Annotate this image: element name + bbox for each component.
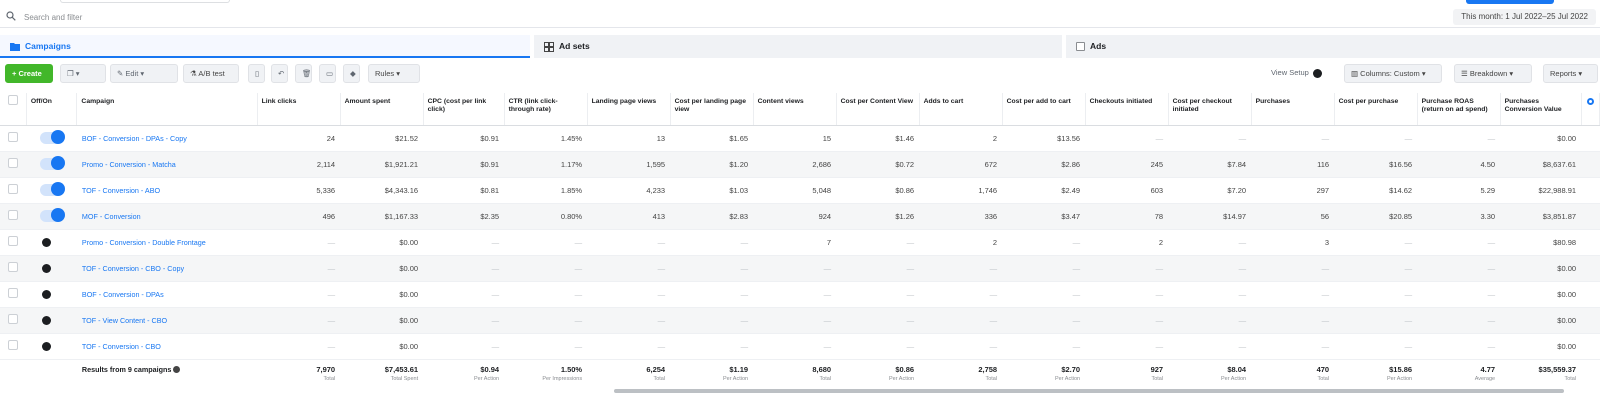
toggle-knob <box>51 208 65 222</box>
summary-value: 1.50% <box>560 364 583 374</box>
preview-icon[interactable]: ▭ <box>319 64 336 83</box>
cell-cost-cv: $1.46 <box>836 125 919 151</box>
summary-value: 470 <box>1316 364 1330 374</box>
cell-pcv: $22,988.91 <box>1500 177 1581 203</box>
reports-button[interactable]: Reports ▾ <box>1543 64 1598 83</box>
cell-cost-cv: — <box>836 281 919 307</box>
cell-cost-atc: — <box>1002 281 1085 307</box>
summary-value: $0.86 <box>895 364 915 374</box>
cell-cpc: — <box>423 281 504 307</box>
summary-value: $1.19 <box>729 364 749 374</box>
table-row[interactable] <box>0 333 1600 359</box>
cell-amount-spent: $0.00 <box>340 255 423 281</box>
cell-atc: — <box>919 333 1002 359</box>
cell-cost-atc: — <box>1002 333 1085 359</box>
level-tabs <box>0 35 1600 59</box>
summary-value: 6,254 <box>646 364 666 374</box>
campaign-toggle[interactable] <box>40 132 64 144</box>
search-bar[interactable] <box>0 6 1600 28</box>
folder-icon <box>10 42 20 51</box>
cell-cost-atc: $2.86 <box>1002 151 1085 177</box>
cell-lpv: 1,595 <box>587 151 670 177</box>
cell-cost-purchase: — <box>1334 281 1417 307</box>
cell-link-clicks: — <box>257 307 340 333</box>
table-row[interactable] <box>0 307 1600 333</box>
toggle-icon <box>1313 69 1322 78</box>
cell-pcv: $8,637.61 <box>1500 151 1581 177</box>
cell-content-views: — <box>753 255 836 281</box>
summary-value: 2,758 <box>978 364 998 374</box>
cell-lpv: — <box>587 281 670 307</box>
summary-caption: Per Action <box>474 375 500 382</box>
delete-icon[interactable]: ▯ <box>248 64 265 83</box>
toggle-knob <box>51 130 65 144</box>
cell-roas: — <box>1417 281 1500 307</box>
cell-amount-spent: $4,343.16 <box>340 177 423 203</box>
summary-value: $7,453.61 <box>384 364 419 374</box>
row-checkbox[interactable] <box>8 314 18 324</box>
toolbar <box>0 64 1600 86</box>
summary-label: Results from 9 campaigns <box>81 364 172 374</box>
row-checkbox[interactable] <box>8 262 18 272</box>
cell-cost-lpv: $1.20 <box>670 151 753 177</box>
summary-caption: Per Action <box>1221 375 1247 382</box>
cell-atc: — <box>919 255 1002 281</box>
cell-checkout: 245 <box>1085 151 1168 177</box>
cell-roas: — <box>1417 229 1500 255</box>
campaign-name-link[interactable]: BOF - Conversion - DPAs - Copy <box>77 125 257 151</box>
summary-row <box>0 359 1600 389</box>
cell-cost-atc: — <box>1002 307 1085 333</box>
cell-cpc: — <box>423 229 504 255</box>
header-link-clicks[interactable]: Link clicks <box>257 93 340 125</box>
breakdown-icon: ☰ <box>1461 69 1470 78</box>
cell-cost-lpv: $2.83 <box>670 203 753 229</box>
cell-pcv: $0.00 <box>1500 255 1581 281</box>
cell-content-views: 5,048 <box>753 177 836 203</box>
cell-pcv: $0.00 <box>1500 307 1581 333</box>
cell-link-clicks: 2,114 <box>257 151 340 177</box>
cell-amount-spent: $0.00 <box>340 333 423 359</box>
cell-amount-spent: $0.00 <box>340 229 423 255</box>
summary-value: $15.86 <box>1389 364 1413 374</box>
cell-ctr: — <box>504 333 587 359</box>
cell-checkout: 603 <box>1085 177 1168 203</box>
cell-content-views: — <box>753 281 836 307</box>
tab-ad-sets[interactable] <box>534 35 1062 58</box>
cell-purchases: 116 <box>1251 151 1334 177</box>
chevron-down-icon: ▾ <box>1576 69 1583 78</box>
cell-cost-purchase: — <box>1334 333 1417 359</box>
campaign-name-link[interactable]: MOF - Conversion <box>77 203 257 229</box>
header-checkouts-initiated[interactable]: Checkouts initiated <box>1085 93 1168 125</box>
summary-value: $2.70 <box>1061 364 1081 374</box>
cell-content-views: 924 <box>753 203 836 229</box>
cell-pcv: $0.00 <box>1500 125 1581 151</box>
cell-checkout: 2 <box>1085 229 1168 255</box>
campaign-toggle[interactable] <box>40 210 64 222</box>
header-content-views[interactable]: Content views <box>753 93 836 125</box>
chevron-down-icon: ▾ <box>1419 69 1426 78</box>
cell-cost-cv: — <box>836 307 919 333</box>
cell-ctr: — <box>504 307 587 333</box>
table-row[interactable] <box>0 125 1600 151</box>
cell-purchases: 297 <box>1251 177 1334 203</box>
grid-icon <box>544 42 554 52</box>
cell-lpv: — <box>587 307 670 333</box>
select-all-checkbox[interactable] <box>8 95 18 105</box>
toggle-knob <box>42 342 51 351</box>
cell-content-views: 7 <box>753 229 836 255</box>
cell-ctr: 1.85% <box>504 177 587 203</box>
cell-purchases: 56 <box>1251 203 1334 229</box>
campaign-toggle[interactable] <box>40 288 64 300</box>
cell-ctr: — <box>504 229 587 255</box>
cell-cost-checkout: $7.84 <box>1168 151 1251 177</box>
duplicate-icon: ❐ ▾ <box>67 69 80 78</box>
top-strip <box>0 0 1600 4</box>
header-campaign[interactable]: Campaign <box>77 93 257 125</box>
row-checkbox[interactable] <box>8 340 18 350</box>
summary-value: 7,970 <box>316 364 336 374</box>
flask-icon: ⚗ <box>190 69 199 78</box>
undo-icon[interactable]: ↶ <box>271 64 288 83</box>
cell-cpc: $0.91 <box>423 151 504 177</box>
table-row[interactable] <box>0 229 1600 255</box>
cell-cost-checkout: $14.97 <box>1168 203 1251 229</box>
tab-ads[interactable] <box>1066 35 1600 58</box>
cell-checkout: — <box>1085 281 1168 307</box>
toggle-knob <box>42 238 51 247</box>
cell-cost-atc: $3.47 <box>1002 203 1085 229</box>
header-cost-per-checkout[interactable]: Cost per checkout initiated <box>1168 93 1251 125</box>
summary-caption: Per Action <box>1387 375 1413 382</box>
cell-link-clicks: — <box>257 281 340 307</box>
campaign-name-link[interactable]: Promo - Conversion - Matcha <box>77 151 257 177</box>
campaign-toggle[interactable] <box>40 158 64 170</box>
cell-cost-purchase: — <box>1334 255 1417 281</box>
chevron-down-icon: ▾ <box>138 69 145 78</box>
header-ctr[interactable]: CTR (link click-through rate) <box>504 93 587 125</box>
cell-cost-lpv: $1.03 <box>670 177 753 203</box>
info-icon[interactable] <box>173 366 180 373</box>
header-offon[interactable]: Off/On <box>26 93 77 125</box>
top-left-control[interactable] <box>60 0 230 3</box>
header-purchases-conversion-value[interactable]: Purchases Conversion Value <box>1500 93 1581 125</box>
campaign-name-link[interactable]: TOF - Conversion - CBO <box>77 333 257 359</box>
cell-cost-checkout: — <box>1168 255 1251 281</box>
campaign-name-link[interactable]: BOF - Conversion - DPAs <box>77 281 257 307</box>
cell-roas: — <box>1417 307 1500 333</box>
tab-campaigns-label: Campaigns <box>25 41 71 51</box>
table-row[interactable] <box>0 151 1600 177</box>
cell-cpc: $0.81 <box>423 177 504 203</box>
summary-caption: Per Action <box>723 375 749 382</box>
cell-roas: — <box>1417 125 1500 151</box>
columns-icon: ▥ <box>1351 69 1361 78</box>
cell-pcv: $0.00 <box>1500 281 1581 307</box>
cell-cost-purchase: — <box>1334 125 1417 151</box>
cell-purchases: — <box>1251 281 1334 307</box>
trash-icon[interactable]: 🗑 <box>295 64 312 83</box>
chevron-down-icon: ▾ <box>394 69 401 78</box>
cell-lpv: 4,233 <box>587 177 670 203</box>
header-adds-to-cart[interactable]: Adds to cart <box>919 93 1002 125</box>
cell-roas: 5.29 <box>1417 177 1500 203</box>
cell-ctr: 1.45% <box>504 125 587 151</box>
column-settings[interactable] <box>1581 93 1599 125</box>
cell-cpc: — <box>423 307 504 333</box>
chevron-down-icon: ▾ <box>1507 69 1514 78</box>
cell-amount-spent: $0.00 <box>340 307 423 333</box>
cell-content-views: — <box>753 333 836 359</box>
cell-atc: 336 <box>919 203 1002 229</box>
cell-cost-purchase: $16.56 <box>1334 151 1417 177</box>
edit-button[interactable]: ✎ Edit ▾ <box>110 64 178 83</box>
cell-lpv: — <box>587 255 670 281</box>
cell-cost-atc: — <box>1002 255 1085 281</box>
row-checkbox[interactable] <box>8 184 18 194</box>
cell-ctr: 1.17% <box>504 151 587 177</box>
top-right-primary-button[interactable] <box>1466 0 1554 4</box>
row-checkbox[interactable] <box>8 210 18 220</box>
columns-button[interactable]: ▥ Columns: Custom ▾ <box>1344 64 1442 83</box>
campaign-toggle[interactable] <box>40 314 64 326</box>
pencil-icon: ✎ <box>117 69 126 78</box>
settings-icon[interactable] <box>1587 98 1594 105</box>
cell-lpv: — <box>587 229 670 255</box>
breakdown-button[interactable]: ☰ Breakdown ▾ <box>1454 64 1532 83</box>
tab-campaigns[interactable] <box>0 35 530 58</box>
cell-cost-purchase: — <box>1334 229 1417 255</box>
duplicate-button[interactable] <box>60 64 106 83</box>
cell-link-clicks: — <box>257 229 340 255</box>
header-cost-per-landing-page-view[interactable]: Cost per landing page view <box>670 93 753 125</box>
campaign-toggle[interactable] <box>40 236 64 248</box>
summary-caption: Total <box>323 375 336 382</box>
cell-cost-checkout: $7.20 <box>1168 177 1251 203</box>
campaign-name-link[interactable]: TOF - Conversion - CBO - Copy <box>77 255 257 281</box>
select-all-header[interactable] <box>0 93 26 125</box>
cell-purchases: — <box>1251 125 1334 151</box>
cell-checkout: — <box>1085 255 1168 281</box>
toggle-knob <box>42 290 51 299</box>
summary-caption: Per Impressions <box>542 375 583 382</box>
cell-lpv: 413 <box>587 203 670 229</box>
header-landing-page-views[interactable]: Landing page views <box>587 93 670 125</box>
cell-purchases: 3 <box>1251 229 1334 255</box>
toggle-knob <box>51 156 65 170</box>
summary-caption: Average <box>1474 375 1496 382</box>
header-purchase-roas[interactable]: Purchase ROAS (return on ad spend) <box>1417 93 1500 125</box>
cell-cost-cv: $1.26 <box>836 203 919 229</box>
cell-checkout: — <box>1085 307 1168 333</box>
summary-value: $8.04 <box>1227 364 1247 374</box>
cell-cost-checkout: — <box>1168 307 1251 333</box>
toggle-knob <box>51 182 65 196</box>
cell-amount-spent: $21.52 <box>340 125 423 151</box>
tag-icon[interactable]: ◆ <box>343 64 360 83</box>
header-cpc[interactable]: CPC (cost per link click) <box>423 93 504 125</box>
cell-atc: 2 <box>919 125 1002 151</box>
cell-roas: — <box>1417 333 1500 359</box>
cell-link-clicks: — <box>257 255 340 281</box>
cell-checkout: 78 <box>1085 203 1168 229</box>
table-row[interactable] <box>0 177 1600 203</box>
plus-icon: + <box>12 69 19 78</box>
cell-pcv: $3,851.87 <box>1500 203 1581 229</box>
cell-cost-lpv: — <box>670 281 753 307</box>
cell-lpv: — <box>587 333 670 359</box>
cell-cost-atc: $2.49 <box>1002 177 1085 203</box>
row-checkbox[interactable] <box>8 158 18 168</box>
summary-value: 8,680 <box>812 364 832 374</box>
cell-amount-spent: $1,167.33 <box>340 203 423 229</box>
header-purchases[interactable]: Purchases <box>1251 93 1334 125</box>
cell-pcv: $0.00 <box>1500 333 1581 359</box>
summary-value: 4.77 <box>1480 364 1496 374</box>
cell-purchases: — <box>1251 255 1334 281</box>
cell-pcv: $80.98 <box>1500 229 1581 255</box>
cell-cpc: — <box>423 255 504 281</box>
cell-roas: — <box>1417 255 1500 281</box>
cell-link-clicks: — <box>257 333 340 359</box>
cell-atc: 1,746 <box>919 177 1002 203</box>
table-row[interactable] <box>0 281 1600 307</box>
cell-atc: 2 <box>919 229 1002 255</box>
cell-atc: — <box>919 307 1002 333</box>
cell-cpc: $0.91 <box>423 125 504 151</box>
table-row[interactable] <box>0 255 1600 281</box>
cell-cost-lpv: $1.65 <box>670 125 753 151</box>
summary-caption: Total <box>985 375 998 382</box>
toggle-knob <box>42 264 51 273</box>
cell-cost-atc: $13.56 <box>1002 125 1085 151</box>
cell-cost-checkout: — <box>1168 229 1251 255</box>
header-cost-per-add-to-cart[interactable]: Cost per add to cart <box>1002 93 1085 125</box>
cell-cost-atc: — <box>1002 229 1085 255</box>
campaign-name-link[interactable]: Promo - Conversion - Double Frontage <box>77 229 257 255</box>
summary-value: 927 <box>1150 364 1164 374</box>
summary-caption: Total <box>1317 375 1330 382</box>
cell-atc: — <box>919 281 1002 307</box>
cell-cost-purchase: $20.85 <box>1334 203 1417 229</box>
cell-lpv: 13 <box>587 125 670 151</box>
cell-cost-cv: — <box>836 333 919 359</box>
tab-ads-label: Ads <box>1090 41 1107 51</box>
cell-atc: 672 <box>919 151 1002 177</box>
cell-amount-spent: $0.00 <box>340 281 423 307</box>
toggle-knob <box>42 316 51 325</box>
cell-cost-lpv: — <box>670 229 753 255</box>
cell-link-clicks: 24 <box>257 125 340 151</box>
cell-ctr: 0.80% <box>504 203 587 229</box>
summary-caption: Total Spent <box>390 375 419 382</box>
cell-cost-purchase: $14.62 <box>1334 177 1417 203</box>
search-icon <box>6 11 16 21</box>
cell-cost-checkout: — <box>1168 333 1251 359</box>
cell-cost-cv: $0.86 <box>836 177 919 203</box>
cell-cost-purchase: — <box>1334 307 1417 333</box>
cell-roas: 3.30 <box>1417 203 1500 229</box>
cell-link-clicks: 5,336 <box>257 177 340 203</box>
create-button[interactable]: + Create <box>5 64 53 83</box>
cell-content-views: 15 <box>753 125 836 151</box>
cell-cost-lpv: — <box>670 255 753 281</box>
view-setup-toggle[interactable]: View Setup <box>1271 68 1322 78</box>
summary-value: $0.94 <box>480 364 500 374</box>
date-range-picker[interactable]: This month: 1 Jul 2022–25 Jul 2022 <box>1453 9 1596 25</box>
cell-cost-cv: $0.72 <box>836 151 919 177</box>
cell-cpc: $2.35 <box>423 203 504 229</box>
summary-caption: Total <box>819 375 832 382</box>
cell-ctr: — <box>504 281 587 307</box>
summary-caption: Total <box>653 375 666 382</box>
cell-amount-spent: $1,921.21 <box>340 151 423 177</box>
campaigns-table <box>0 93 1600 395</box>
cell-checkout: — <box>1085 333 1168 359</box>
cell-cpc: — <box>423 333 504 359</box>
horizontal-scrollbar[interactable] <box>614 389 1564 393</box>
ab-test-button[interactable]: ⚗ A/B test <box>183 64 239 83</box>
row-checkbox[interactable] <box>8 288 18 298</box>
cell-purchases: — <box>1251 307 1334 333</box>
campaign-toggle[interactable] <box>40 184 64 196</box>
row-checkbox[interactable] <box>8 132 18 142</box>
table-row[interactable] <box>0 203 1600 229</box>
cell-cost-cv: — <box>836 229 919 255</box>
search-input[interactable]: Search and filter <box>24 13 83 22</box>
row-checkbox[interactable] <box>8 236 18 246</box>
header-cost-per-content-view[interactable]: Cost per Content View <box>836 93 919 125</box>
summary-caption: Total <box>1564 375 1577 382</box>
header-cost-per-purchase[interactable]: Cost per purchase <box>1334 93 1417 125</box>
summary-caption: Per Action <box>889 375 915 382</box>
header-amount-spent[interactable]: Amount spent <box>340 93 423 125</box>
ads-checkbox[interactable] <box>1076 42 1085 51</box>
cell-cost-checkout: — <box>1168 281 1251 307</box>
cell-checkout: — <box>1085 125 1168 151</box>
cell-ctr: — <box>504 255 587 281</box>
cell-roas: 4.50 <box>1417 151 1500 177</box>
cell-purchases: — <box>1251 333 1334 359</box>
summary-value: $35,559.37 <box>1538 364 1577 374</box>
cell-cost-cv: — <box>836 255 919 281</box>
cell-content-views: 2,686 <box>753 151 836 177</box>
summary-caption: Per Action <box>1055 375 1081 382</box>
tab-ad-sets-label: Ad sets <box>559 41 590 51</box>
cell-cost-lpv: — <box>670 333 753 359</box>
cell-cost-lpv: — <box>670 307 753 333</box>
campaign-toggle[interactable] <box>40 340 64 352</box>
cell-content-views: — <box>753 307 836 333</box>
cell-cost-checkout: — <box>1168 125 1251 151</box>
rules-button[interactable]: Rules ▾ <box>368 64 420 83</box>
cell-link-clicks: 496 <box>257 203 340 229</box>
campaign-name-link[interactable]: TOF - Conversion - ABO <box>77 177 257 203</box>
summary-caption: Total <box>1151 375 1164 382</box>
campaign-toggle[interactable] <box>40 262 64 274</box>
campaign-name-link[interactable]: TOF - View Content - CBO <box>77 307 257 333</box>
